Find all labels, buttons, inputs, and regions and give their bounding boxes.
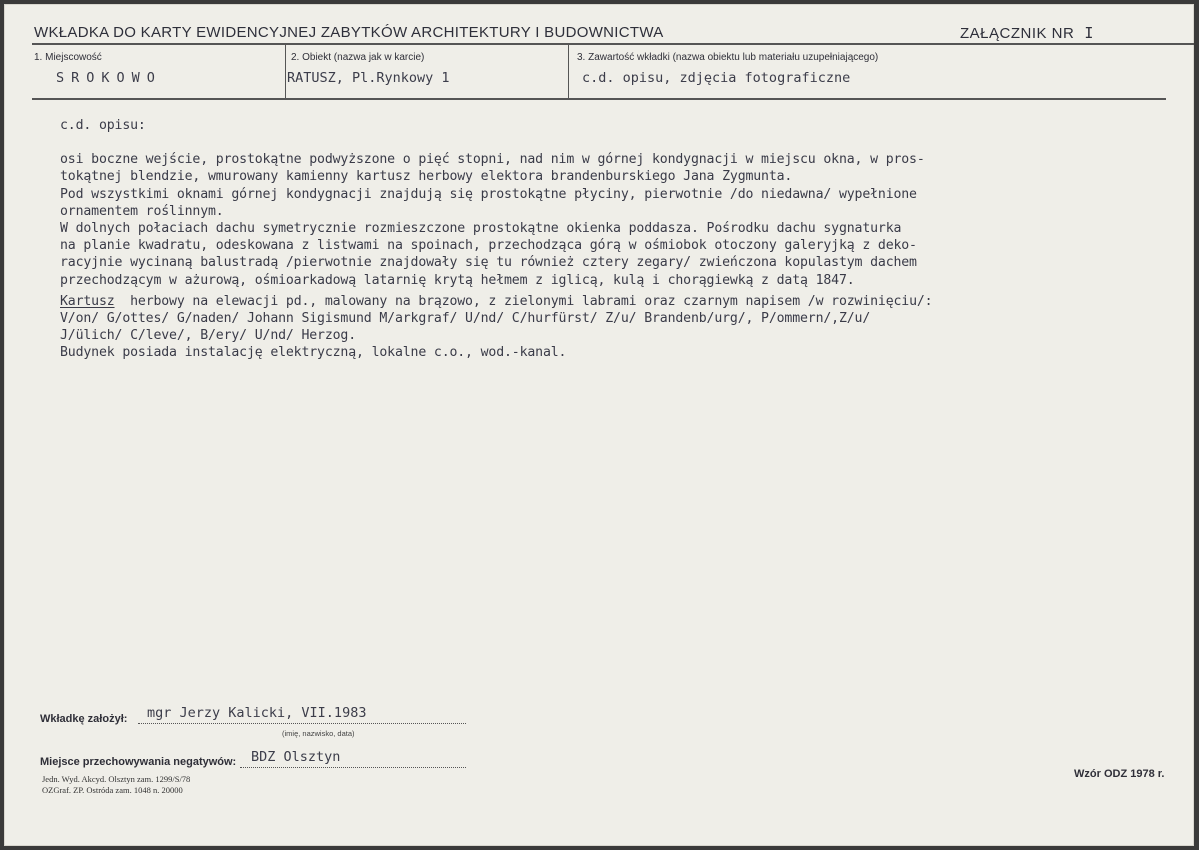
description-line: ornamentem roślinnym. xyxy=(60,203,224,219)
locality-label: 1. Miejscowość xyxy=(34,52,102,63)
description-line: tokątnej blendzie, wmurowany kamienny kartusz herbowy elektora brandenburskiego Jana Zygmunta. xyxy=(60,169,793,185)
storage-label: Miejsce przechowywania negatywów: xyxy=(40,756,237,768)
storage-value: BDZ Olsztyn xyxy=(251,749,341,765)
printer-line-2: OZGraf. ZP. Ostróda zam. 1048 n. 20000 xyxy=(42,785,183,795)
description-line xyxy=(60,293,1199,310)
inventory-card xyxy=(4,4,1194,846)
description-line: J/ülich/ C/leve/, B/ery/ U/nd/ Herzog. xyxy=(60,328,357,344)
description-line: racyjnie wycinaną balustradą /pierwotnie znajdowały się tu również cztery zegary/ zwieńczona kopulastym dachem xyxy=(60,255,917,271)
object-value: RATUSZ, Pl.Rynkowy 1 xyxy=(287,70,450,86)
pattern-label: Wzór ODZ 1978 r. xyxy=(1074,768,1165,780)
author-label: Wkładkę założył: xyxy=(40,713,128,725)
annex-label xyxy=(960,24,1094,42)
annex-number: I xyxy=(1084,24,1094,42)
author-dotted-line xyxy=(138,723,466,724)
field-divider-1 xyxy=(285,44,286,98)
description-line: na planie kwadratu, odeskowana z listwami na spoinach, przechodząca górą w ośmiobok otoczony galeryjką z deko- xyxy=(60,238,917,254)
description-body xyxy=(60,117,1199,361)
field-divider-2 xyxy=(568,44,569,98)
description-line: Budynek posiada instalację elektryczną, lokalne c.o., wod.-kanal. xyxy=(60,345,567,361)
description-line: V/on/ G/ottes/ G/naden/ Johann Sigismund M/arkgraf/ U/nd/ C/hurfürst/ Z/u/ Brandenb/urg/, P/ommern/,Z/u/ xyxy=(60,310,871,326)
description-line: przechodzącym w ażurową, ośmioarkadową latarnię krytą hełmem z iglicą, kulą i chorągiewką z datą 1847. xyxy=(60,272,855,288)
contents-label: 3. Zawartość wkładki (nazwa obiektu lub materiału uzupełniającego) xyxy=(577,52,879,63)
description-line: Pod wszystkimi oknami górnej kondygnacji znajdują się prostokątne płyciny, pierwotnie /do niedawna/ wypełnione xyxy=(60,186,917,202)
object-label: 2. Obiekt (nazwa jak w karcie) xyxy=(291,52,425,63)
cartouche-text: herbowy na elewacji pd., malowany na brązowo, z zielonymi labrami oraz czarnym napisem /w rozwinięciu/: xyxy=(114,293,933,309)
author-caption: (imię, nazwisko, data) xyxy=(282,729,355,738)
fields-rule xyxy=(32,98,1166,100)
annex-text: ZAŁĄCZNIK NR xyxy=(960,25,1075,42)
author-value: mgr Jerzy Kalicki, VII.1983 xyxy=(147,705,367,721)
locality-value: SROKOWO xyxy=(56,70,162,86)
contents-value: c.d. opisu, zdjęcia fotograficzne xyxy=(582,70,851,86)
description-line: W dolnych połaciach dachu symetrycznie rozmieszczone prostokątne okienka poddasza. Pośrodku dachu sygnaturka xyxy=(60,220,902,236)
card-title: WKŁADKA DO KARTY EWIDENCYJNEJ ZABYTKÓW ARCHITEKTURY I BUDOWNICTWA xyxy=(34,24,664,41)
description-line: osi boczne wejście, prostokątne podwyższone o pięć stopni, nad nim w górnej kondygnacji w miejscu okna, w pros- xyxy=(60,152,925,168)
storage-dotted-line xyxy=(240,767,466,768)
cartouche-word: Kartusz xyxy=(60,293,115,309)
printer-line-1: Jedn. Wyd. Akcyd. Olsztyn zam. 1299/S/78 xyxy=(42,774,191,784)
description-heading: c.d. opisu: xyxy=(60,118,146,133)
header-rule xyxy=(32,43,1194,45)
